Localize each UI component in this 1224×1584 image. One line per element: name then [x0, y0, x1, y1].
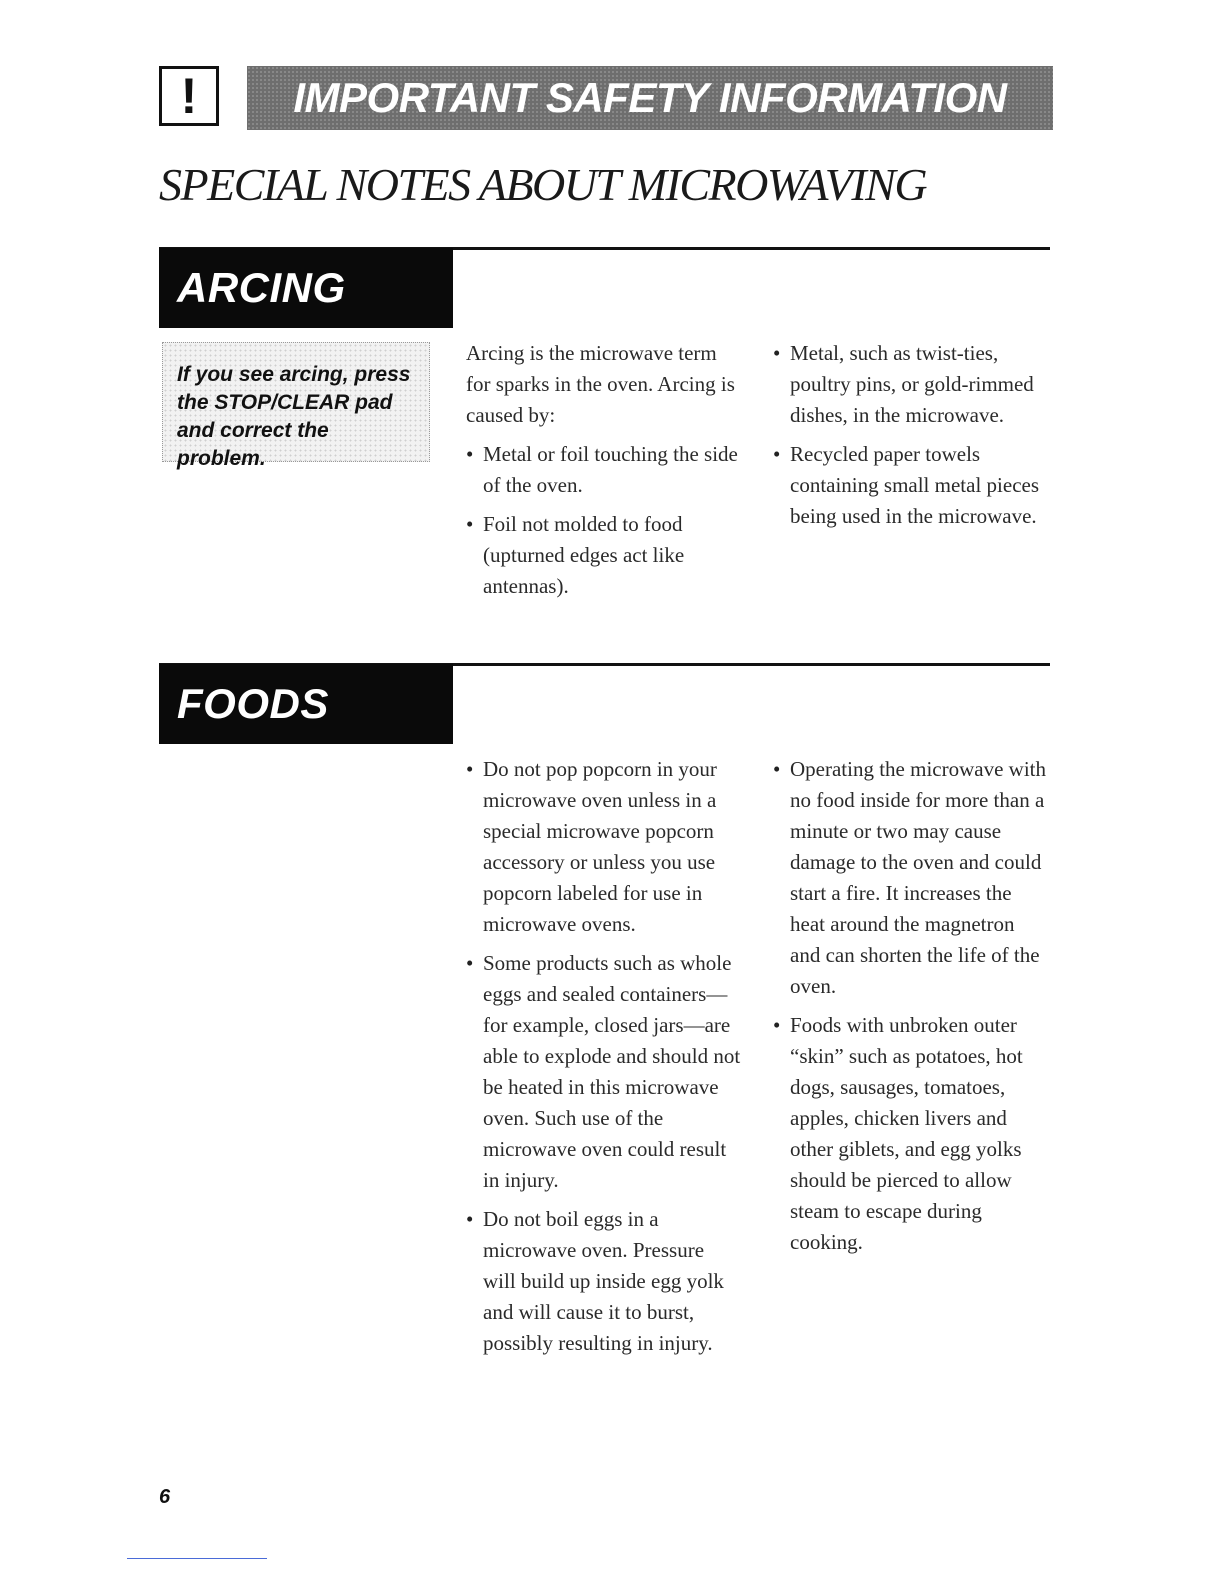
list-item: • Foods with unbroken outer “skin” such as potatoes, hot dogs, sausages, tomatoes, apples, chicken livers and other giblets, and egg yolks should be pierced to allow steam to escape during cooking.	[773, 1010, 1048, 1258]
page-title: SPECIAL NOTES ABOUT MICROWAVING	[159, 159, 927, 210]
list-item: • Do not boil eggs in a microwave oven. Pressure will build up inside egg yolk and will cause it to burst, possibly resulting in injury.	[466, 1204, 741, 1359]
list-item: • Recycled paper towels containing small metal pieces being used in the microwave.	[773, 439, 1048, 532]
foods-list-1	[466, 754, 741, 1359]
banner-title: IMPORTANT SAFETY INFORMATION	[293, 74, 1007, 121]
arcing-callout	[162, 342, 430, 470]
foods-column-2	[773, 754, 1048, 1266]
arcing-column-2	[773, 338, 1048, 540]
list-item: • Some products such as whole eggs and sealed containers—for example, closed jars—are able to explode and should not be heated in this microwave oven. Such use of the microwave oven could result in injury.	[466, 948, 741, 1196]
footer-line	[127, 1558, 267, 1559]
warning-icon	[159, 66, 219, 126]
list-item: • Metal or foil touching the side of the oven.	[466, 439, 741, 501]
arcing-list-1	[466, 439, 741, 602]
list-item: • Foil not molded to food (upturned edges act like antennas).	[466, 509, 741, 602]
safety-banner	[247, 66, 1053, 130]
arcing-heading: ARCING	[177, 264, 346, 311]
page-number: 6	[159, 1486, 171, 1508]
arcing-heading-block	[159, 248, 453, 328]
list-item: • Do not pop popcorn in your microwave oven unless in a special microwave popcorn accessory or unless you use popcorn labeled for use in microwave ovens.	[466, 754, 741, 940]
arcing-list-2	[773, 338, 1048, 532]
foods-column-1	[466, 754, 741, 1367]
foods-heading-block	[159, 664, 453, 744]
arcing-column-1	[466, 338, 741, 610]
foods-list-2	[773, 754, 1048, 1258]
exclamation-glyph: !	[180, 68, 198, 124]
arcing-callout-text: If you see arcing, press the STOP/CLEAR pad and correct the problem.	[177, 363, 411, 470]
list-item: • Operating the microwave with no food inside for more than a minute or two may cause damage to the oven and could start a fire. It increases the heat around the magnetron and can shorten the life of the oven.	[773, 754, 1048, 1002]
arcing-intro: Arcing is the microwave term for sparks in the oven. Arcing is caused by:	[466, 341, 735, 427]
foods-heading: FOODS	[177, 680, 329, 727]
list-item: • Metal, such as twist-ties, poultry pins, or gold-rimmed dishes, in the microwave.	[773, 338, 1048, 431]
